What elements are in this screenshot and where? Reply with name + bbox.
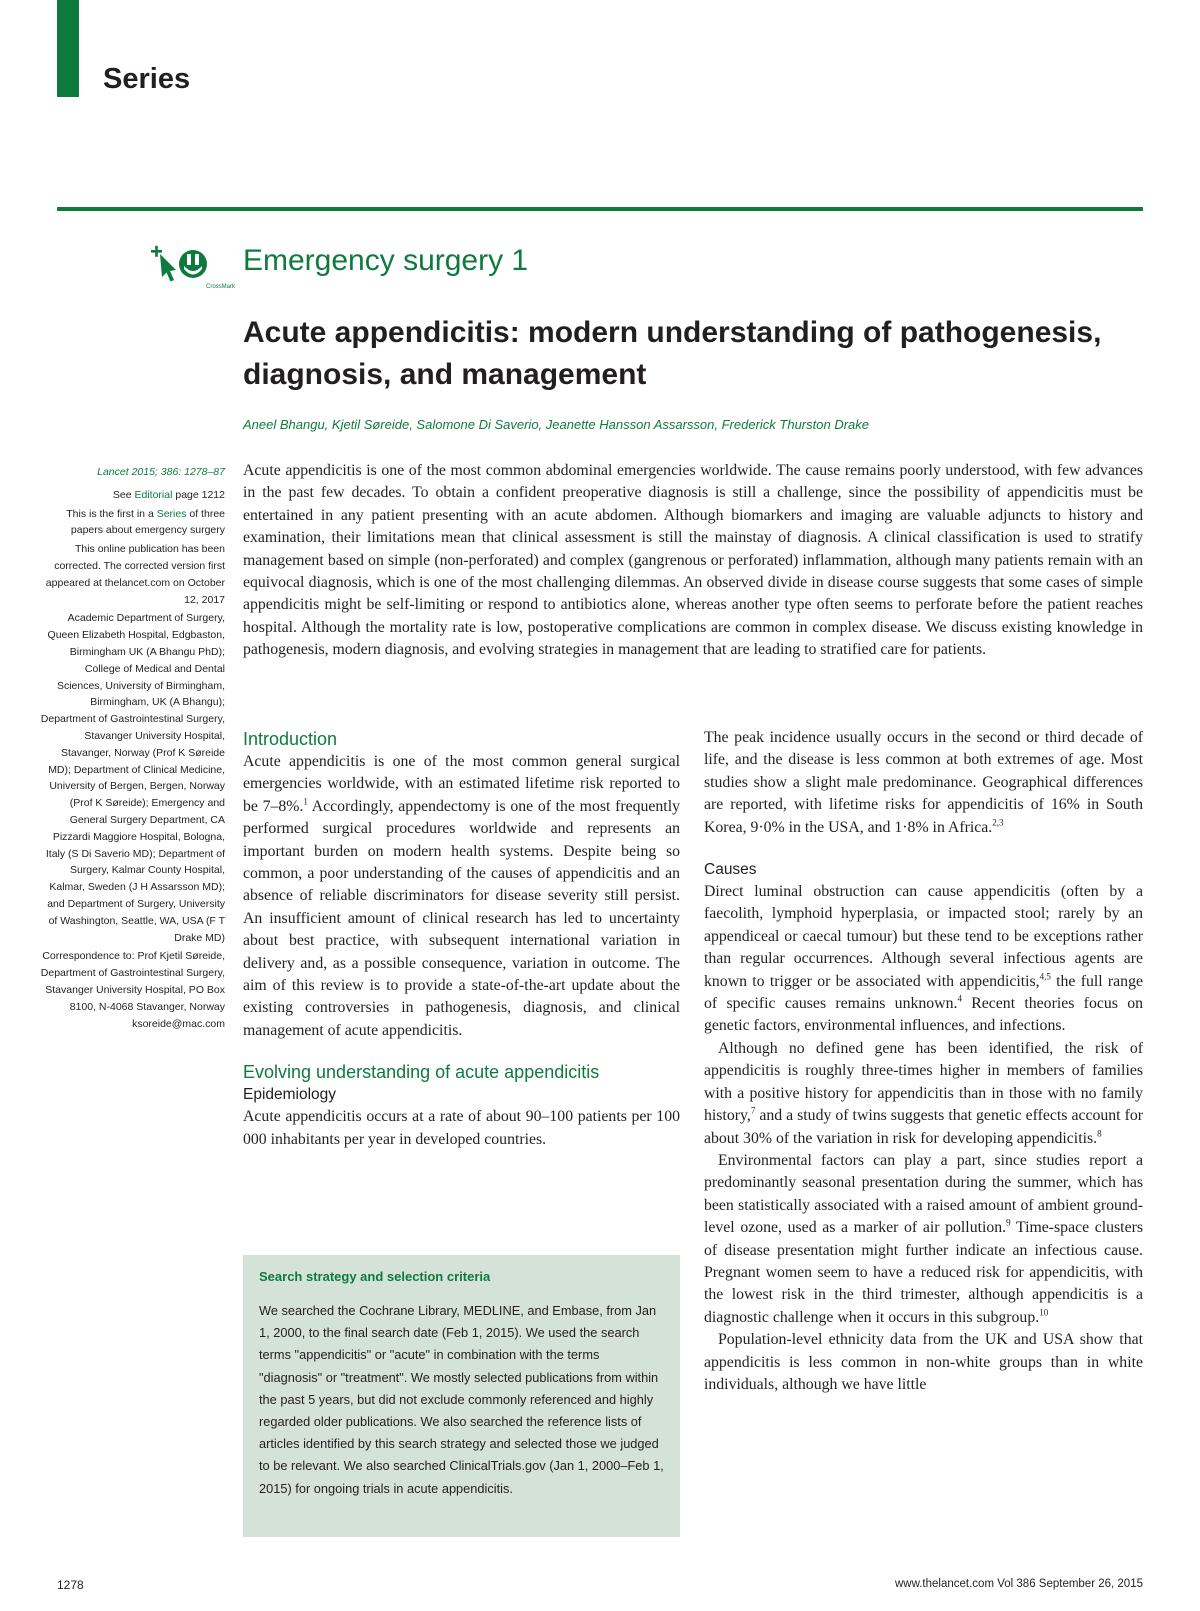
causes-paragraph-1 — [704, 881, 1143, 1038]
intro-text-a: Acute appendicitis is one of the most common general surgical emergencies worldwide, with an estimated lifetime risk reported to be 7–8%. — [243, 753, 680, 815]
introduction-paragraph — [243, 751, 680, 1042]
series-label: Series — [103, 63, 191, 95]
journal-footer: www.thelancet.com Vol 386 September 26, 2015 — [894, 1578, 1143, 1590]
panel-title: Search strategy and selection criteria — [259, 1269, 491, 1284]
correspondence: Correspondence to: Prof Kjetil Søreide, Department of Gastrointestinal Surgery, Stavanger University Hospital, PO Box 8100, N-4068 Stavanger, Norway ksoreide@mac.com — [40, 950, 225, 1030]
series-color-bar — [57, 0, 79, 97]
see-suffix: page 1212 — [172, 488, 225, 501]
citation: Lancet 2015; 386: 1278–87 — [97, 466, 225, 478]
reference-7[interactable]: 7 — [750, 1105, 756, 1116]
series-section-heading: Emergency surgery 1 — [243, 244, 529, 277]
reference-10[interactable]: 10 — [1039, 1307, 1049, 1318]
crossmark-icon[interactable] — [148, 244, 240, 294]
editorial-link[interactable]: Editorial — [134, 488, 173, 501]
genetic-text-a: Although no defined gene has been identified, the risk of appendicitis is roughly three-times higher in members of families with a positive history for appendicitis than in those with no family history, — [704, 1039, 1143, 1125]
see-prefix: See — [112, 488, 135, 501]
reference-2-3[interactable]: 2,3 — [992, 817, 1004, 828]
causes-heading: Causes — [704, 861, 757, 879]
article-title: Acute appendicitis: modern understanding of pathogenesis, diagnosis, and management — [243, 316, 1102, 391]
abstract: Acute appendicitis is one of the most common abdominal emergencies worldwide. The cause remains poorly understood, with few advances in the past few decades. To obtain a confident preoperative diagnosis is still a challenge, since the possibility of appendicitis must be entertained in any patient presenting with an acute abdomen. Although biomarkers and imaging are valuable adjuncts to history and examination, their limitations mean that clinical assessment is still the mainstay of diagnosis. A clinical classification is used to stratify management based on simple (non-perforated) and complex (gangrenous or perforated) inflammation, although many patients remain with an equivocal diagnosis, which is one of the most challenging dilemmas. An observed divide in disease course suggests that some cases of simple appendicitis might be self-limiting or respond to antibiotics alone, whereas another type often seems to perforate before the patient reaches hospital. Although the mortality rate is low, postoperative complications are common in complex disease. We discuss existing knowledge in pathogenesis, modern diagnosis, and evolving strategies in management that are leading to stratified care for patients. — [243, 462, 1143, 659]
environment-text-b: Time-space clusters of disease presentation might further indicate an infectious cause. Pregnant women seem to have a reduced risk for appendicitis, with the lowest risk in the third trimester, although appendicitis is a diagnostic challenge when it occurs in this subgroup. — [704, 1219, 1143, 1326]
causes-paragraph-3 — [704, 1150, 1143, 1329]
causes-text-c: Recent theories focus on genetic factors, environmental influences, and infections. — [704, 995, 1143, 1035]
series-note-prefix: This is the first in a — [66, 507, 157, 520]
page-number: 1278 — [57, 1578, 84, 1592]
evolving-heading: Evolving understanding of acute appendicitis — [243, 1062, 600, 1083]
epidemiology-subheading: Epidemiology — [243, 1086, 337, 1104]
genetic-text-b: and a study of twins suggests that genetic effects account for about 30% of the variation in risk for developing appendicitis. — [704, 1107, 1143, 1147]
series-link[interactable]: Series — [156, 507, 187, 520]
header-rule — [57, 207, 1143, 211]
body-column-left — [243, 727, 680, 1151]
crossmark-label: CrossMark — [206, 284, 236, 290]
causes-text-a: Direct luminal obstruction can cause appendicitis (often by a faecolith, lymphoid hyperplasia, or impacted stool; rarely by an appendiceal or caecal tumour) but these tend to be exceptions rather than regular occurrences. Although several infectious agents are known to trigger or be associated with appendicitis, — [704, 883, 1143, 990]
introduction-heading: Introduction — [243, 729, 338, 749]
reference-9[interactable]: 9 — [1006, 1217, 1011, 1228]
epidemiology-paragraph: Acute appendicitis occurs at a rate of about 90–100 patients per 100 000 inhabitants per year in developed countries. — [243, 1108, 680, 1148]
causes-paragraph-2 — [704, 1038, 1143, 1150]
environment-text-a: Environmental factors can play a part, since studies report a predominantly seasonal presentation during the summer, which has been statistically associated with a raised amount of ambient ground-level ozone, used as a marker of air pollution. — [704, 1151, 1143, 1237]
body-column-right — [704, 727, 1143, 1396]
see-editorial-note — [40, 487, 225, 504]
correction-note: This online publication has been corrected. The corrected version first appeared at thelancet.com on October 12, 2017 — [45, 543, 225, 606]
incidence-text: The peak incidence usually occurs in the second or third decade of life, and the disease is less common at both extremes of age. Most studies show a slight male predominance. Geographical differences are reported, with lifetime risks for appendicitis of 16% in South Korea, 9·0% in the USA, and 1·8% in Africa. — [704, 729, 1143, 836]
panel-body: We searched the Cochrane Library, MEDLINE, and Embase, from Jan 1, 2000, to the final search date (Feb 1, 2015). We used the search terms "appendicitis" or "acute" in combination with the terms "diagnosis" or "treatment". We mostly selected publications from within the past 5 years, but did not exclude commonly referenced and highly regarded older publications. We also searched the reference lists of articles identified by this search strategy and selected those we judged to be relevant. We also searched ClinicalTrials.gov (Jan 1, 2000–Feb 1, 2015) for ongoing trials in acute appendicitis. — [259, 1303, 664, 1496]
reference-8[interactable]: 8 — [1097, 1128, 1102, 1139]
intro-text-b: Accordingly, appendectomy is one of the most frequently performed surgical procedures worldwide and represents an important burden on modern health systems. Despite being so common, a poor understanding of the causes of appendicitis and an absence of reliable discriminators for disease severity still persist. An insufficient amount of clinical research has led to uncertainty about best practice, with subsequent international variation in delivery and, as a possible consequence, variation in outcome. The aim of this review is to provide a state-of-the-art update about the existing controversies in pathogenesis, diagnosis, and clinical management of acute appendicitis. — [243, 797, 680, 1039]
reference-4[interactable]: 4 — [957, 993, 962, 1004]
reference-4-5[interactable]: 4,5 — [1039, 971, 1051, 982]
series-note — [40, 506, 225, 540]
reference-1[interactable]: 1 — [303, 796, 308, 807]
search-strategy-panel — [243, 1255, 680, 1537]
epidemiology-paragraph-continued — [704, 727, 1143, 839]
causes-paragraph-4: Population-level ethnicity data from the UK and USA show that appendicitis is less common in non-white groups than in white individuals, although we have little — [704, 1331, 1143, 1393]
causes-text-b: the full range of specific causes remains unknown. — [704, 972, 1143, 1013]
author-list: Aneel Bhangu, Kjetil Søreide, Salomone Di Saverio, Jeanette Hansson Assarsson, Frederick Thurston Drake — [243, 417, 869, 432]
series-note-suffix: of three papers about emergency surgery — [70, 507, 225, 537]
affiliations: Academic Department of Surgery, Queen Elizabeth Hospital, Edgbaston, Birmingham UK (A Bhangu PhD); College of Medical and Dental Sciences, University of Birmingham, Birmingham, UK (A Bhangu); Department of Gastrointestinal Surgery, Stavanger University Hospital, Stavanger, Norway (Prof K Søreide MD); Department of Clinical Medicine, University of Bergen, Bergen, Norway (Prof K Søreide); Emergency and General Surgery Department, CA Pizzardi Maggiore Hospital, Bologna, Italy (S Di Saverio MD); Department of Surgery, Kalmar County Hospital, Kalmar, Sweden (J H Assarsson MD); and Department of Surgery, University of Washington, Seattle, WA, USA (F T Drake MD) — [40, 612, 225, 944]
sidebar-notes — [40, 464, 225, 1034]
